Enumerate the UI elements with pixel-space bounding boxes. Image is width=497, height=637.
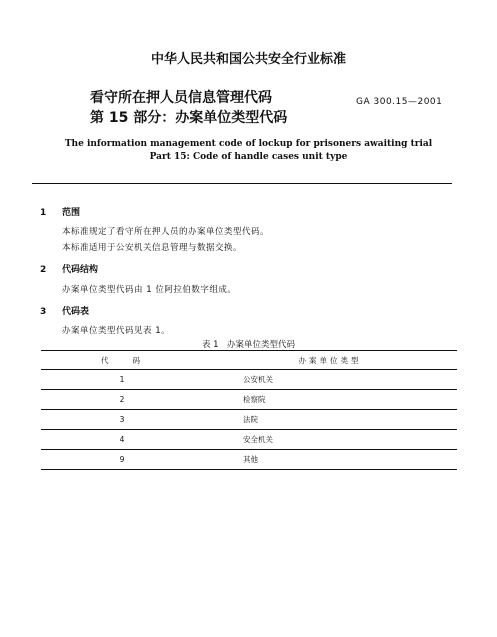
- english-title-line-1: The information management code of lockup for prisoners awaiting trial: [64, 139, 433, 149]
- paragraph: 本标准适用于公安机关信息管理与数据交换。: [62, 243, 243, 253]
- type-cell: 公安机关: [203, 370, 457, 390]
- header-divider: [32, 183, 452, 184]
- section-heading-code-structure: [40, 262, 98, 275]
- column-header-type: 办案单位类型: [203, 351, 457, 370]
- table-row: [41, 410, 457, 430]
- section-title: 代码表: [62, 307, 90, 317]
- column-header-code: 代 码: [41, 351, 203, 370]
- standard-code: GA 300.15—2001: [356, 97, 443, 107]
- paragraph: 本标准规定了看守所在押人员的办案单位类型代码。: [62, 227, 270, 237]
- type-cell: 法院: [203, 410, 457, 430]
- title-line-2: 第 15 部分：办案单位类型代码: [90, 110, 288, 126]
- section-number: 2: [40, 265, 47, 275]
- code-table: [41, 350, 457, 470]
- table-header-row: [41, 351, 457, 370]
- paragraph: 办案单位类型代码由 1 位阿拉伯数字组成。: [62, 285, 237, 295]
- section-title: 代码结构: [62, 265, 99, 275]
- title-line-1: 看守所在押人员信息管理代码: [90, 90, 272, 106]
- section-number: 1: [40, 208, 47, 218]
- type-cell: 安全机关: [203, 430, 457, 450]
- english-title: [0, 138, 497, 164]
- section-title: 范围: [62, 208, 81, 218]
- end-divider: [201, 469, 293, 470]
- type-cell: 其他: [203, 450, 457, 470]
- document-title: [90, 88, 287, 128]
- section-heading-code-table: [40, 304, 89, 317]
- table-row: [41, 450, 457, 470]
- table-caption: 表 1 办案单位类型代码: [201, 340, 296, 350]
- type-cell: 检察院: [203, 390, 457, 410]
- code-cell: 1: [41, 370, 203, 390]
- code-cell: 2: [41, 390, 203, 410]
- table-row: [41, 430, 457, 450]
- table-row: [41, 370, 457, 390]
- table-row: [41, 390, 457, 410]
- code-cell: 3: [41, 410, 203, 430]
- section-number: 3: [40, 307, 47, 317]
- standard-organization: 中华人民共和国公共安全行业标准: [150, 52, 346, 67]
- english-title-line-2: Part 15: Code of handle cases unit type: [149, 152, 348, 162]
- section-heading-scope: [40, 205, 80, 218]
- paragraph: 办案单位类型代码见表 1。: [62, 326, 171, 336]
- code-cell: 4: [41, 430, 203, 450]
- code-cell: 9: [41, 450, 203, 470]
